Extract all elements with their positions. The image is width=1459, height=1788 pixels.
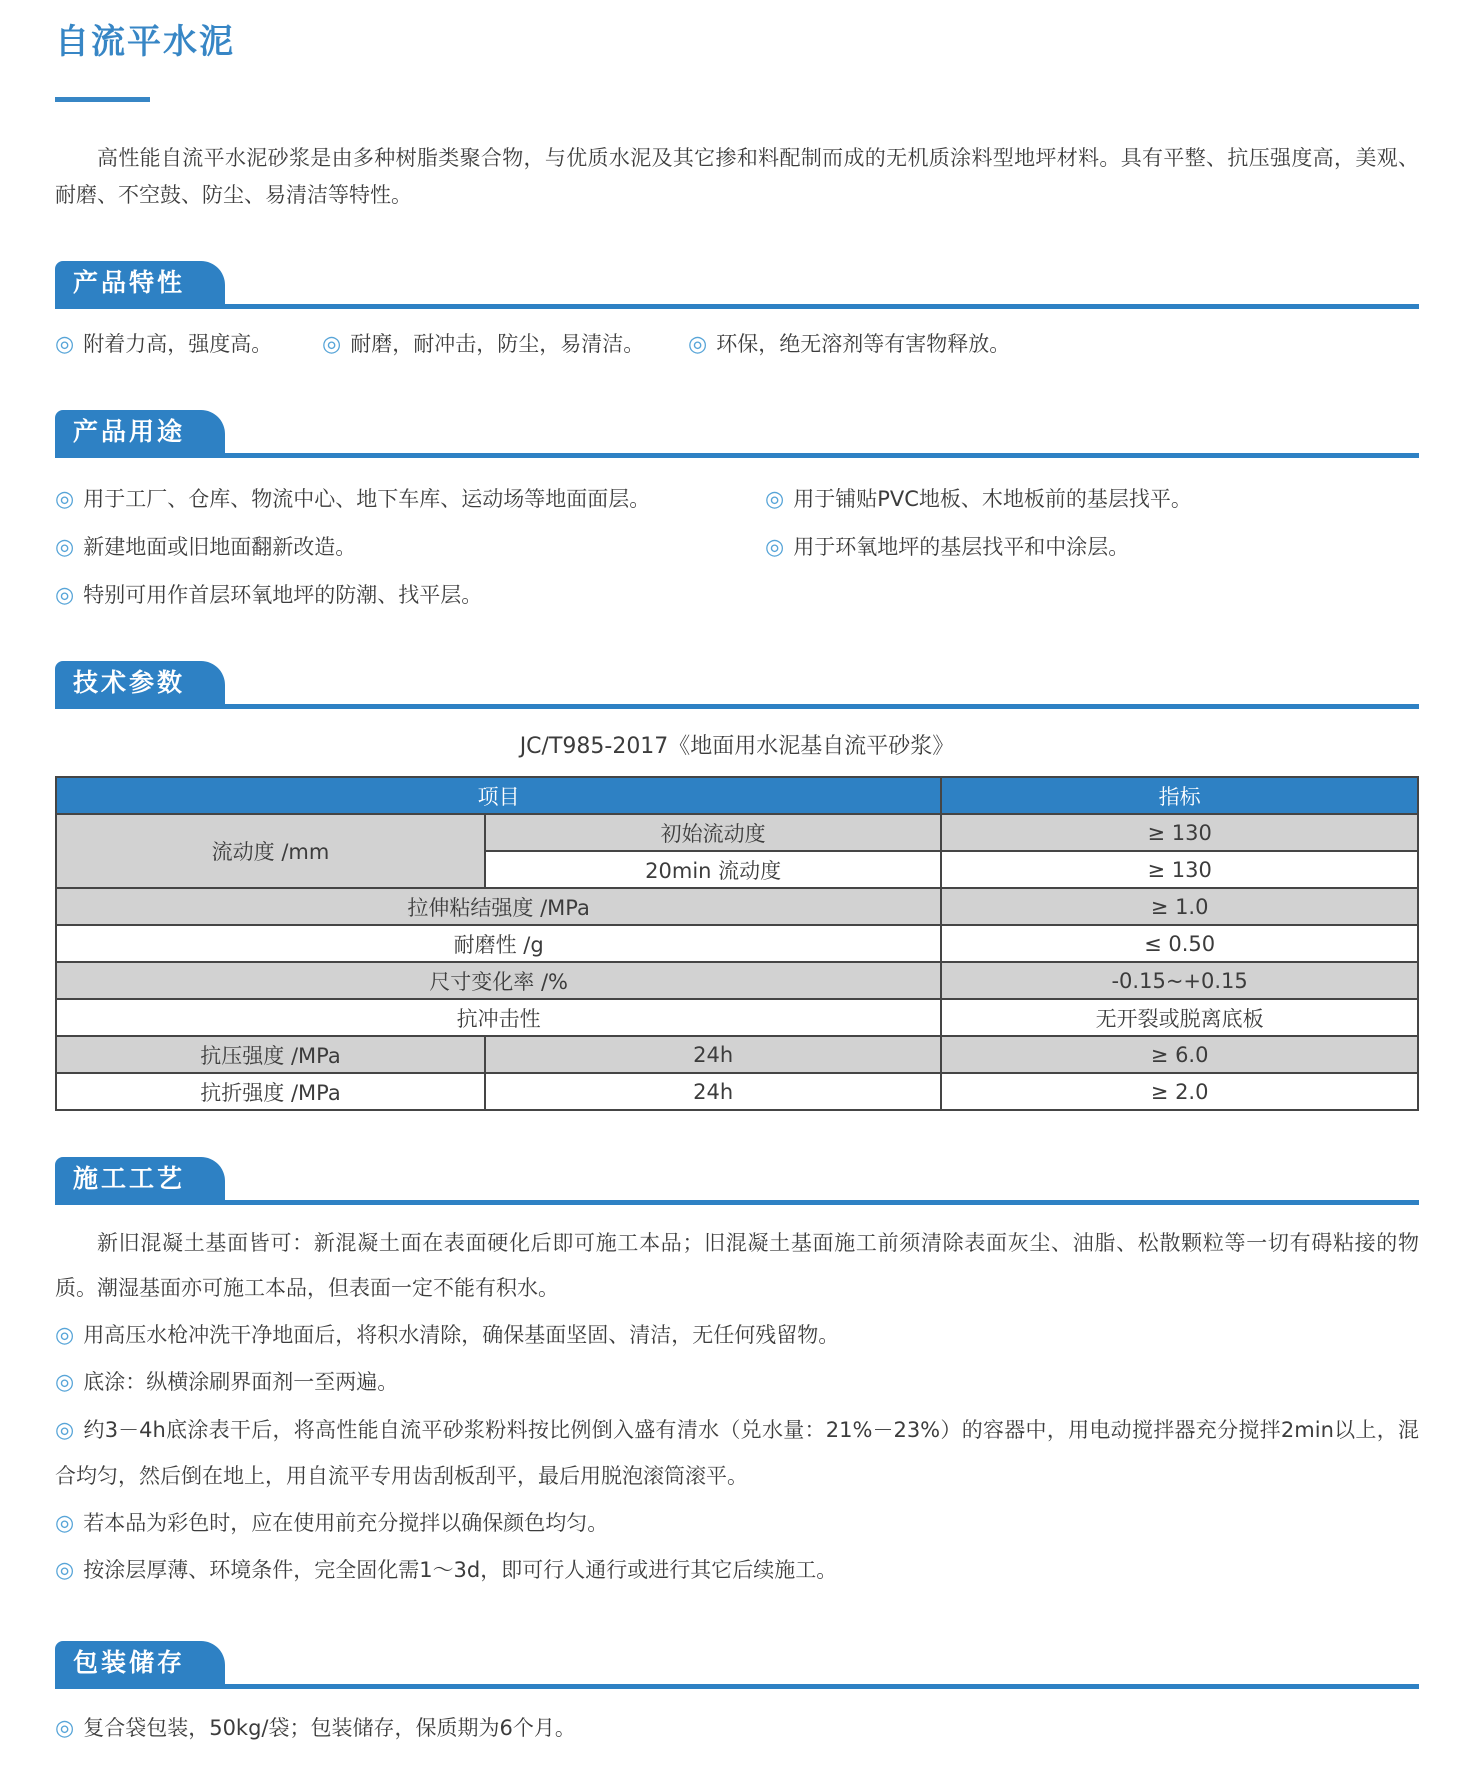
list-item — [55, 528, 765, 568]
use-text: 特别可用作首层环氧地坪的防潮、找平层。 — [83, 582, 483, 607]
spec-name-compressive: 抗压强度 /MPa — [56, 1036, 485, 1073]
list-item — [55, 1407, 1419, 1500]
table-header-row — [56, 777, 1418, 814]
bullseye-bullet-icon: ◎ — [55, 1715, 75, 1741]
feature-text: 耐磨，耐冲击，防尘，易清洁。 — [350, 331, 645, 356]
use-text: 用于工厂、仓库、物流中心、地下车库、运动场等地面面层。 — [83, 487, 651, 512]
spec-name-flexural: 抗折强度 /MPa — [56, 1073, 485, 1110]
use-text: 用于铺贴PVC地板、木地板前的基层找平。 — [793, 487, 1192, 512]
spec-sub-flow-20min: 20min 流动度 — [485, 851, 941, 888]
title-underline — [55, 97, 150, 102]
bullseye-bullet-icon: ◎ — [322, 331, 342, 357]
table-row — [56, 1036, 1418, 1073]
spec-name-impact: 抗冲击性 — [56, 999, 941, 1036]
bullseye-bullet-icon: ◎ — [55, 582, 75, 608]
packaging-list — [55, 1709, 1419, 1749]
use-text: 用于环氧地坪的基层找平和中涂层。 — [793, 534, 1130, 559]
list-item — [765, 480, 1419, 520]
bullseye-bullet-icon: ◎ — [55, 1370, 75, 1396]
section-header-rule — [55, 410, 1419, 458]
process-step-text: 用高压水枪冲洗干净地面后，将积水清除，确保基面坚固、清洁，无任何残留物。 — [83, 1322, 840, 1347]
section-packaging — [55, 1641, 1419, 1749]
process-step-text: 按涂层厚薄、环境条件，完全固化需1～3d，即可行人通行或进行其它后续施工。 — [83, 1558, 838, 1583]
spec-sub-flow-initial: 初始流动度 — [485, 814, 941, 851]
section-header-rule — [55, 1157, 1419, 1205]
table-row — [56, 925, 1418, 962]
specs-table — [55, 776, 1419, 1111]
spec-name-dimension: 尺寸变化率 /% — [56, 962, 941, 999]
spec-value-flow-initial: ≥ 130 — [941, 814, 1418, 851]
section-badge-specs: 技术参数 — [55, 661, 225, 704]
uses-list — [55, 472, 1419, 615]
bullseye-bullet-icon: ◎ — [55, 487, 75, 513]
section-badge-uses: 产品用途 — [55, 410, 225, 453]
process-step-text: 约3－4h底涂表干后，将高性能自流平砂浆粉料按比例倒入盛有清水（兑水量：21%－23%）的容器中，用电动搅拌器充分搅拌2min以上，混合均匀，然后倒在地上，用自流平专用齿刮板刮平，最后用脱泡滚筒滚平。 — [55, 1417, 1419, 1489]
table-row — [56, 888, 1418, 925]
list-item — [765, 528, 1419, 568]
bullseye-bullet-icon: ◎ — [55, 534, 75, 560]
bullseye-bullet-icon: ◎ — [765, 487, 785, 513]
process-intro-paragraph: 新旧混凝土基面皆可：新混凝土面在表面硬化后即可施工本品；旧混凝土基面施工前须清除表面灰尘、油脂、松散颗粒等一切有碍粘接的物质。潮湿基面亦可施工本品，但表面一定不能有积水。 — [55, 1231, 1419, 1301]
spec-value-dimension: -0.15~+0.15 — [941, 962, 1418, 999]
intro-paragraph: 高性能自流平水泥砂浆是由多种树脂类聚合物，与优质水泥及其它掺和料配制而成的无机质涂料型地坪材料。具有平整、抗压强度高，美观、耐磨、不空鼓、防尘、易清洁等特性。 — [55, 146, 1419, 208]
table-row — [56, 814, 1418, 851]
spec-value-abrasion: ≤ 0.50 — [941, 925, 1418, 962]
spec-value-tensile: ≥ 1.0 — [941, 888, 1418, 925]
list-item — [688, 325, 1010, 365]
list-item — [55, 325, 322, 365]
list-item — [55, 1312, 1419, 1360]
section-features — [55, 261, 1419, 365]
section-specs — [55, 661, 1419, 1111]
section-badge-process: 施工工艺 — [55, 1157, 225, 1200]
section-header-rule — [55, 261, 1419, 309]
section-badge-features: 产品特性 — [55, 261, 225, 304]
spec-time-compressive: 24h — [485, 1036, 941, 1073]
table-row — [56, 962, 1418, 999]
bullseye-bullet-icon: ◎ — [688, 331, 708, 357]
spec-time-flexural: 24h — [485, 1073, 941, 1110]
table-row — [56, 999, 1418, 1036]
process-step-text: 底涂：纵横涂刷界面剂一至两遍。 — [83, 1370, 399, 1395]
list-item — [55, 1547, 1419, 1595]
spec-name-abrasion: 耐磨性 /g — [56, 925, 941, 962]
section-process — [55, 1157, 1419, 1595]
use-text: 新建地面或旧地面翻新改造。 — [83, 534, 357, 559]
section-uses — [55, 410, 1419, 615]
page-title: 自流平水泥 — [55, 22, 235, 62]
uses-left-column — [55, 472, 765, 615]
section-badge-packaging: 包装储存 — [55, 1641, 225, 1684]
bullseye-bullet-icon: ◎ — [55, 331, 75, 357]
packaging-text: 复合袋包装，50kg/袋；包装储存，保质期为6个月。 — [83, 1715, 576, 1740]
list-item — [55, 1359, 1419, 1407]
uses-right-column — [765, 472, 1419, 615]
bullseye-bullet-icon: ◎ — [55, 1558, 75, 1584]
process-step-text: 若本品为彩色时，应在使用前充分搅拌以确保颜色均匀。 — [83, 1510, 609, 1535]
section-header-rule — [55, 1641, 1419, 1689]
standard-caption: JC/T985-2017《地面用水泥基自流平砂浆》 — [519, 734, 955, 760]
spec-name-flow: 流动度 /mm — [56, 814, 485, 888]
spec-value-flexural: ≥ 2.0 — [941, 1073, 1418, 1110]
list-item — [55, 1500, 1419, 1548]
column-header-item: 项目 — [56, 777, 941, 814]
bullseye-bullet-icon: ◎ — [55, 1510, 75, 1536]
list-item — [322, 325, 688, 365]
list-item — [55, 576, 765, 616]
list-item — [55, 480, 765, 520]
section-header-rule — [55, 661, 1419, 709]
spec-name-tensile: 拉伸粘结强度 /MPa — [56, 888, 941, 925]
spec-value-flow-20min: ≥ 130 — [941, 851, 1418, 888]
features-list — [55, 325, 1419, 365]
bullseye-bullet-icon: ◎ — [55, 1417, 75, 1443]
bullseye-bullet-icon: ◎ — [55, 1322, 75, 1348]
spec-value-impact: 无开裂或脱离底板 — [941, 999, 1418, 1036]
table-row — [56, 1073, 1418, 1110]
column-header-index: 指标 — [941, 777, 1418, 814]
feature-text: 附着力高，强度高。 — [83, 331, 273, 356]
process-list — [55, 1312, 1419, 1595]
spec-value-compressive: ≥ 6.0 — [941, 1036, 1418, 1073]
list-item — [55, 1709, 1419, 1749]
bullseye-bullet-icon: ◎ — [765, 534, 785, 560]
feature-text: 环保，绝无溶剂等有害物释放。 — [716, 331, 1011, 356]
